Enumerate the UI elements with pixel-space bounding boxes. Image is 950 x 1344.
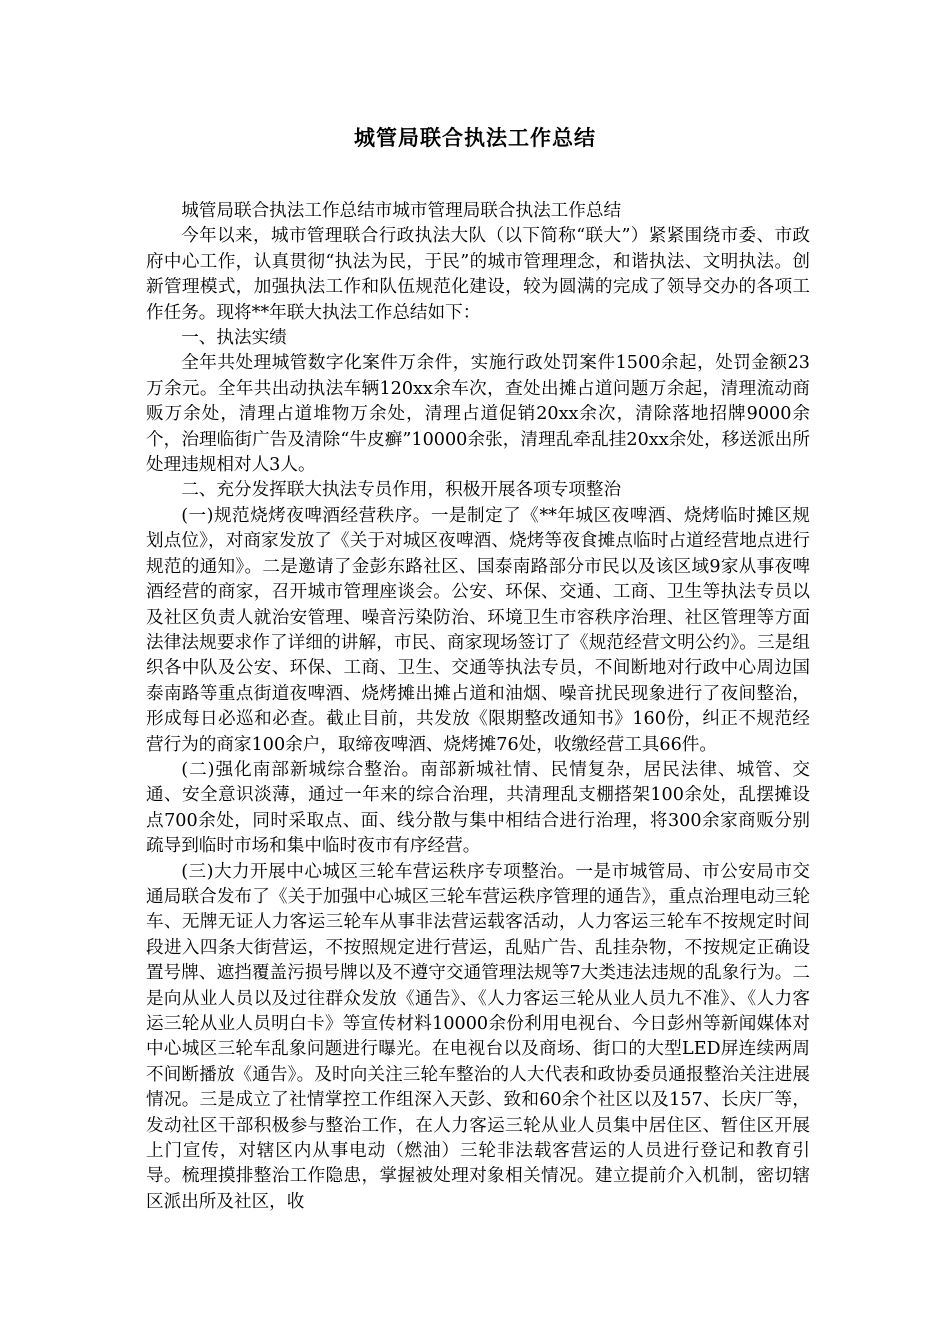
paragraph-bbq-beer: (一)规范烧烤夜啤酒经营秩序。一是制定了《**年城区夜啤酒、烧烤临时摊区规划点位》，对商家发放了《关于对城区夜啤酒、烧烤等夜食摊点临时占道经营地点进行规范的通知》。二是邀请了金彭东路社区、国泰南路部分市民以及该区域9家从事夜啤酒经营的商家，召开城市管理座谈会。公安、环保、交通、工商、卫生等执法专员以及社区负责人就治安管理、噪音污染防治、环境卫生市容秩序治理、社区管理等方面法律法规要求作了详细的讲解，市民、商家现场签订了《规范经营文明公约》。三是组织各中队及公安、环保、工商、卫生、交通等执法专员，不间断地对行政中心周边国泰南路等重点街道夜啤酒、烧烤摊出摊占道和油烟、噪音扰民现象进行了夜间整治，形成每日必巡和必查。截止目前，共发放《限期整改通知书》160份，纠正不规范经营行为的商家100余户，取缔夜啤酒、烧烤摊76处，收缴经营工具66件。 [146,505,810,755]
paragraph-tricycle: (三)大力开展中心城区三轮车营运秩序专项整治。一是市城管局、市公安局市交通局联合发布了《关于加强中心城区三轮车营运秩序管理的通告》，重点治理电动三轮车、无牌无证人力客运三轮车从事非法营运载客活动，人力客运三轮车不按规定时间段进入四条大街营运，不按照规定进行营运，乱贴广告、乱挂杂物，不按规定正确设置号牌、遮挡覆盖污损号牌以及不遵守交通管理法规等7大类违法违规的乱象行为。二是向从业人员以及过往群众发放《通告》、《人力客运三轮从业人员九不准》、《人力客运三轮从业人员明白卡》等宣传材料10000余份利用电视台、今日彭州等新闻媒体对中心城区三轮车乱象问题进行曝光。在电视台以及商场、街口的大型LED屏连续两周不间断播放《通告》。及时向关注三轮车整治的人大代表和政协委员通报整治关注进展情况。三是成立了社情掌控工作组深入天彭、致和60余个社区以及157、长庆厂等，发动社区干部积极参与整治工作，在人力客运三轮从业人员集中居住区、暂住区开展上门宣传，对辖区内从事电动（燃油）三轮非法载客营运的人员进行登记和教育引导。梳理摸排整治工作隐患，掌握被处理对象相关情况。建立提前介入机制，密切辖区派出所及社区，收 [146,861,810,1212]
paragraph-subtitle: 城管局联合执法工作总结市城市管理局联合执法工作总结 [181,201,622,221]
paragraph-intro: 今年以来，城市管理联合行政执法大队（以下简称“联大”）紧紧围绕市委、市政府中心工作，认真贯彻“执法为民，于民”的城市管理理念，和谐执法、文明执法。创新管理模式，加强执法工作和队伍规范化建设，较为圆满的完成了领导交办的各项工作任务。现将**年联大执法工作总结如下： [146,226,810,323]
section-heading-2: 二、充分发挥联大执法专员作用，积极开展各项专项整治 [181,480,622,501]
document-title: 城管局联合执法工作总结 [354,125,596,150]
paragraph-achievements: 全年共处理城管数字化案件万余件，实施行政处罚案件1500余起，处罚金额23万余元。全年共出动执法车辆120xx余车次，查处出摊占道问题万余起，清理流动商贩万余处，清理占道堆物万余处，清理占道促销20xx余次，清除落地招牌9000余个，治理临街广告及清除“牛皮癣”10000余张，清理乱牵乱挂20xx余处，移送派出所处理违规相对人3人。 [146,353,810,476]
paragraph-south-city: (二)强化南部新城综合整治。南部新城社情、民情复杂，居民法律、城管、交通、安全意识淡薄，通过一年来的综合治理，共清理乱支棚搭架100余处，乱摆摊设点700余处，同时采取点、面、线分散与集中相结合进行治理，将300余家商贩分别疏导到临时市场和集中临时夜市有序经营。 [146,759,810,857]
document-body [146,199,810,1215]
section-heading-1: 一、执法实绩 [181,328,287,349]
